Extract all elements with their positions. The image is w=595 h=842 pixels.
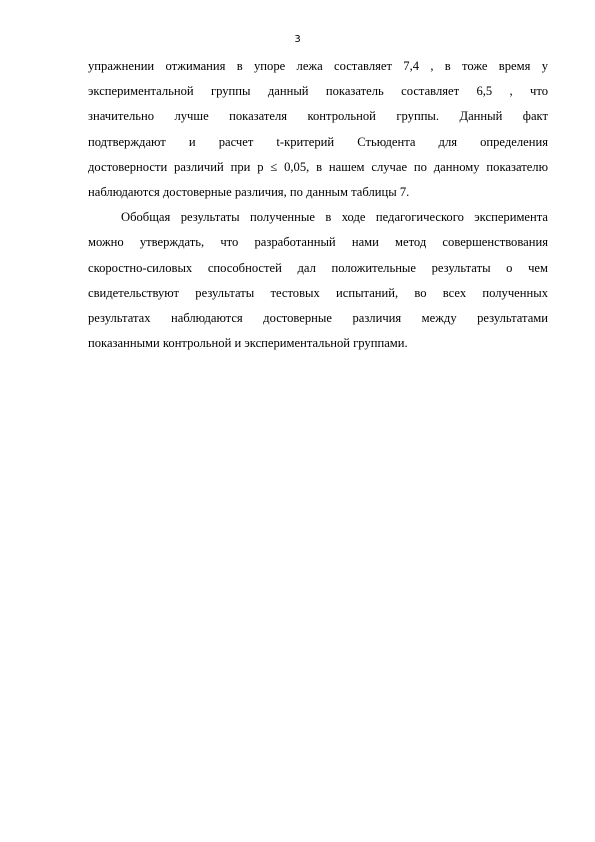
text-line: упражнении отжимания в упоре лежа составляет 7,4 , в тоже время у bbox=[88, 59, 548, 73]
paragraph-conclusion bbox=[88, 205, 548, 356]
text-line: наблюдаются достоверные различия, по данным таблицы 7. bbox=[88, 184, 410, 199]
text-line: Обобщая результаты полученные в ходе педагогического эксперимента bbox=[121, 210, 548, 225]
text-line: можно утверждать, что разработанный нами метод совершенствования bbox=[88, 235, 548, 250]
text-line: показанными контрольной и экспериментальной группами. bbox=[88, 336, 408, 351]
body-text bbox=[88, 54, 548, 356]
paragraph-results-comparison bbox=[88, 54, 548, 205]
text-line: свидетельствуют результаты тестовых испытаний, во всех полученных bbox=[88, 285, 548, 300]
text-line: результатах наблюдаются достоверные различия между результатами bbox=[88, 310, 548, 325]
text-line: экспериментальной группы данный показатель составляет 6,5 , что bbox=[88, 84, 548, 99]
text-line: достоверности различий при p ≤ 0,05, в нашем случае по данному показателю bbox=[88, 159, 548, 174]
text-line: скоростно-силовых способностей дал положительные результаты о чем bbox=[88, 260, 548, 275]
page-number: 3 bbox=[294, 34, 301, 45]
text-line: подтверждают и расчет t-критерий Стьюдента для определения bbox=[88, 134, 548, 149]
text-line: значительно лучше показателя контрольной группы. Данный факт bbox=[88, 109, 548, 124]
